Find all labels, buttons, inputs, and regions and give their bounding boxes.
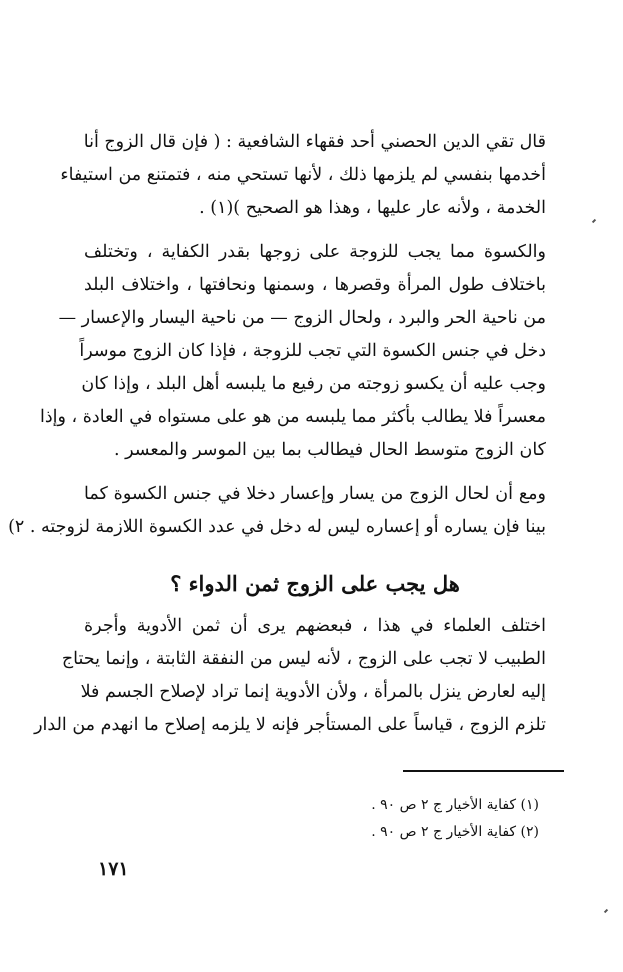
text-line: تلزم الزوج ، قياساً على المستأجر فإنه لا يلزمه إصلاح ما انهدم من الدار <box>34 715 546 735</box>
text-line: اختلف العلماء في هذا ، فبعضهم يرى أن ثمن الأدوية وأجرة <box>84 616 547 636</box>
text-line: أخدمها بنفسي لم يلزمها ذلك ، لأنها تستحي منه ، فتمتنع من استيفاء <box>60 165 546 185</box>
page-number: ١٧١ <box>98 858 129 880</box>
main-text <box>8 126 547 742</box>
text-line: الخدمة ، ولأنه عار عليها ، وهذا هو الصحيح )(١) . <box>199 198 546 218</box>
text-line: والكسوة مما يجب للزوجة على زوجها بقدر الكفاية ، وتختلف <box>84 242 546 262</box>
text-line: باختلاف طول المرأة وقصرها ، وسمنها ونحافتها ، واختلاف البلد <box>84 275 546 295</box>
footnote-1: (١) كفاية الأخيار ج ٢ ص ٩٠ . <box>371 797 539 813</box>
text-line: الطبيب لا تجب على الزوج ، لأنه ليس من النفقة الثابتة ، وإنما يحتاج <box>61 649 546 669</box>
text-line: كان الزوج متوسط الحال فيطالب بما بين الموسر والمعسر . <box>113 440 546 460</box>
text-line: معسراً فلا يطالب بأكثر مما يلبسه من هو على مستواه في العادة ، وإذا <box>40 407 546 427</box>
scan-speck <box>592 219 596 223</box>
footnote-2: (٢) كفاية الأخيار ج ٢ ص ٩٠ . <box>371 824 539 840</box>
footnote-divider <box>403 770 564 772</box>
section-heading: هل يجب على الزوج ثمن الدواء ؟ <box>170 571 460 596</box>
text-line: من ناحية الحر والبرد ، ولحال الزوج — من ناحية اليسار والإعسار — <box>58 308 546 328</box>
paragraph-medicine <box>34 610 547 742</box>
footnotes <box>371 792 539 846</box>
text-line: بينا فإن يساره أو إعساره ليس له دخل في عدد الكسوة اللازمة لزوجته . ٢) <box>8 517 546 537</box>
text-line: ومع أن لحال الزوج من يسار وإعسار دخلا في جنس الكسوة كما <box>84 484 546 504</box>
paragraph-clothing <box>40 236 546 467</box>
text-line: إليه لعارض ينزل بالمرأة ، ولأن الأدوية إنما تراد لإصلاح الجسم فلا <box>80 682 546 702</box>
text-line: قال تقي الدين الحصني أحد فقهاء الشافعية : ( فإن قال الزوج أنا <box>83 132 546 152</box>
paragraph-hisni-quote <box>60 126 546 225</box>
text-line: دخل في جنس الكسوة التي تجب للزوجة ، فإذا كان الزوج موسراً <box>79 341 546 361</box>
paragraph-wealth <box>8 478 546 544</box>
text-line: وجب عليه أن يكسو زوجته من رفيع ما يلبسه أهل البلد ، وإذا كان <box>81 374 546 394</box>
scan-speck <box>604 909 608 913</box>
